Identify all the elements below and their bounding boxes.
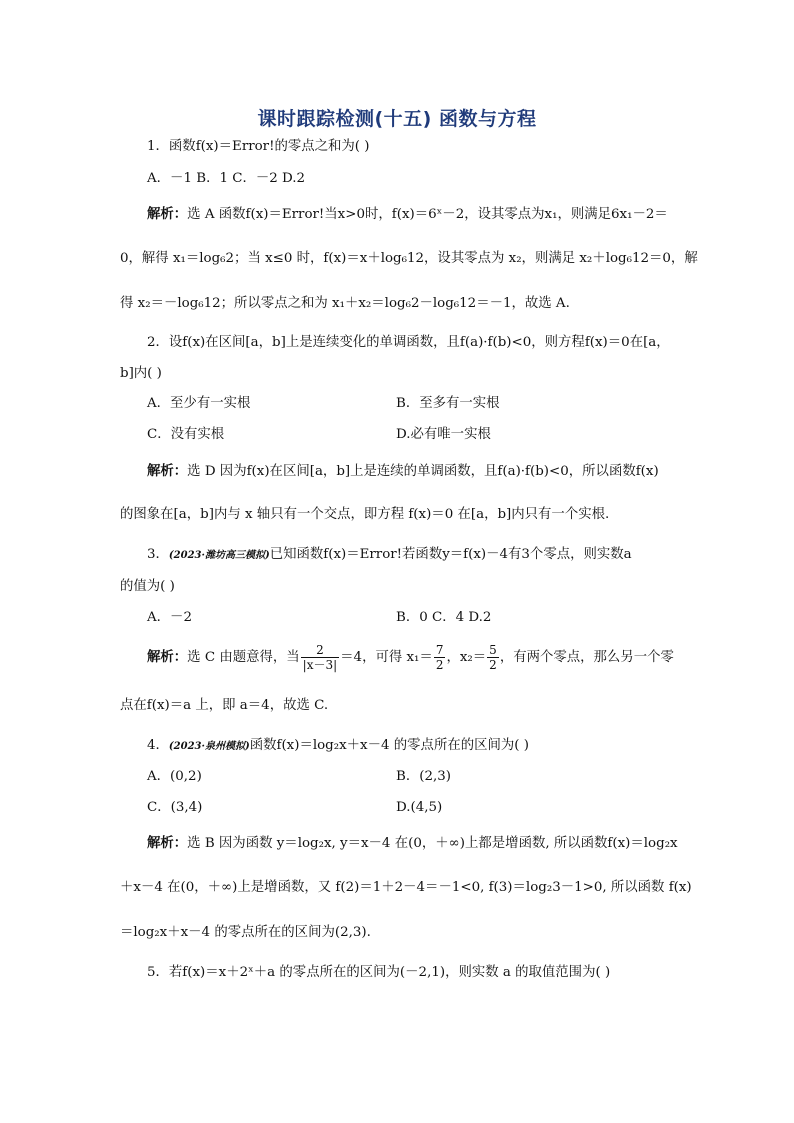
question-3-stem-line-1 xyxy=(147,546,632,565)
question-1-stem: 1．函数f(x)＝Error!的零点之和为( ) xyxy=(147,139,370,154)
question-3-number: 3． xyxy=(147,547,169,562)
answer-1-line-1 xyxy=(147,206,668,224)
question-3-source: (2023·潍坊高三模拟) xyxy=(168,550,270,561)
question-2-option-a: A．至少有一实根 xyxy=(147,396,251,411)
fraction-numerator: 7 xyxy=(435,643,444,657)
answer-label: 解析： xyxy=(147,836,188,851)
question-1-options: A．－1 B．1 C．－2 D.2 xyxy=(147,171,306,186)
question-4-option-b: B．(2,3) xyxy=(396,769,451,784)
answer-3-text-b: ＝4，可得 x₁＝ xyxy=(340,650,433,665)
answer-1-line-2: 0，解得 x₁＝log₆2；当 x≤0 时，f(x)＝x＋log₆12，设其零点为 x₂，则满足 x₂＋log₆12＝0，解 xyxy=(120,251,698,266)
answer-4-line-1 xyxy=(147,835,678,853)
question-4-option-c: C．(3,4) xyxy=(147,800,203,815)
question-2-option-b: B．至多有一实根 xyxy=(396,396,500,411)
fraction-denominator: 2 xyxy=(435,658,444,672)
answer-label: 解析： xyxy=(147,207,188,222)
answer-4-text: 选 B 因为函数 y＝log₂x, y＝x－4 在(0，＋∞)上都是增函数, 所以函数f(x)＝log₂x xyxy=(187,836,678,851)
answer-2-text: 选 D 因为f(x)在区间[a，b]上是连续的单调函数，且f(a)·f(b)<0，所以函数f(x) xyxy=(187,464,659,479)
question-3-text: 已知函数f(x)＝Error!若函数y＝f(x)－4有3个零点，则实数a xyxy=(269,547,632,562)
question-4-stem xyxy=(147,737,529,756)
fraction-2-over-abs xyxy=(301,643,340,672)
answer-1-line-3: 得 x₂＝－log₆12；所以零点之和为 x₁＋x₂＝log₆2－log₆12＝－1，故选 A. xyxy=(120,296,570,311)
question-4-option-a: A．(0,2) xyxy=(147,769,202,784)
answer-4-line-2: ＋x－4 在(0，＋∞)上是增函数，又 f(2)＝1＋2－4＝－1<0, f(3)＝log₂3－1>0, 所以函数 f(x) xyxy=(120,880,692,895)
question-2-stem-line-2: b]内( ) xyxy=(120,366,162,381)
answer-label: 解析： xyxy=(147,464,188,479)
answer-4-line-3: ＝log₂x＋x－4 的零点所在的区间为(2,3). xyxy=(120,925,371,940)
answer-label: 解析： xyxy=(147,650,188,665)
page-title: 课时跟踪检测(十五) 函数与方程 xyxy=(257,108,537,130)
fraction-denominator: 2 xyxy=(489,658,497,672)
question-2-stem-line-1: 2．设f(x)在区间[a，b]上是连续变化的单调函数，且f(a)·f(b)<0，则方程f(x)＝0在[a， xyxy=(147,335,670,350)
answer-1-text: 选 A 函数f(x)＝Error!当x>0时，f(x)＝6ˣ－2，设其零点为x₁，则满足6x₁－2＝ xyxy=(187,207,668,222)
answer-3-text-c: ，x₂＝ xyxy=(446,650,487,665)
question-4-source: (2023·泉州模拟) xyxy=(168,741,250,752)
answer-3-line-1 xyxy=(147,641,674,675)
fraction-numerator: 5 xyxy=(489,643,497,657)
fraction-7-2 xyxy=(434,643,446,672)
fraction-5-2 xyxy=(487,643,499,672)
question-3-options-bcd: B．0 C．4 D.2 xyxy=(396,610,492,625)
question-5-stem: 5．若f(x)＝x＋2ˣ＋a 的零点所在的区间为(－2,1)，则实数 a 的取值范围为( ) xyxy=(147,965,611,980)
question-2-option-d: D.必有唯一实根 xyxy=(396,427,491,442)
question-3-stem-line-2: 的值为( ) xyxy=(120,579,175,594)
fraction-denominator: |x－3| xyxy=(302,658,338,672)
question-2-option-c: C．没有实根 xyxy=(147,427,225,442)
question-4-text: 函数f(x)＝log₂x＋x－4 的零点所在的区间为( ) xyxy=(249,738,529,753)
fraction-numerator: 2 xyxy=(301,643,340,658)
question-4-option-d: D.(4,5) xyxy=(396,800,443,815)
answer-2-line-2: 的图象在[a，b]内与 x 轴只有一个交点，即方程 f(x)＝0 在[a，b]内只有一个实根. xyxy=(120,507,610,522)
answer-3-text-d: ，有两个零点，那么另一个零 xyxy=(499,650,674,665)
answer-2-line-1 xyxy=(147,463,659,481)
answer-3-text-a: 选 C 由题意得，当 xyxy=(187,650,300,665)
question-4-number: 4． xyxy=(147,738,169,753)
question-3-option-a: A．－2 xyxy=(147,610,192,625)
answer-3-line-2: 点在f(x)＝a 上，即 a＝4，故选 C. xyxy=(120,698,329,713)
